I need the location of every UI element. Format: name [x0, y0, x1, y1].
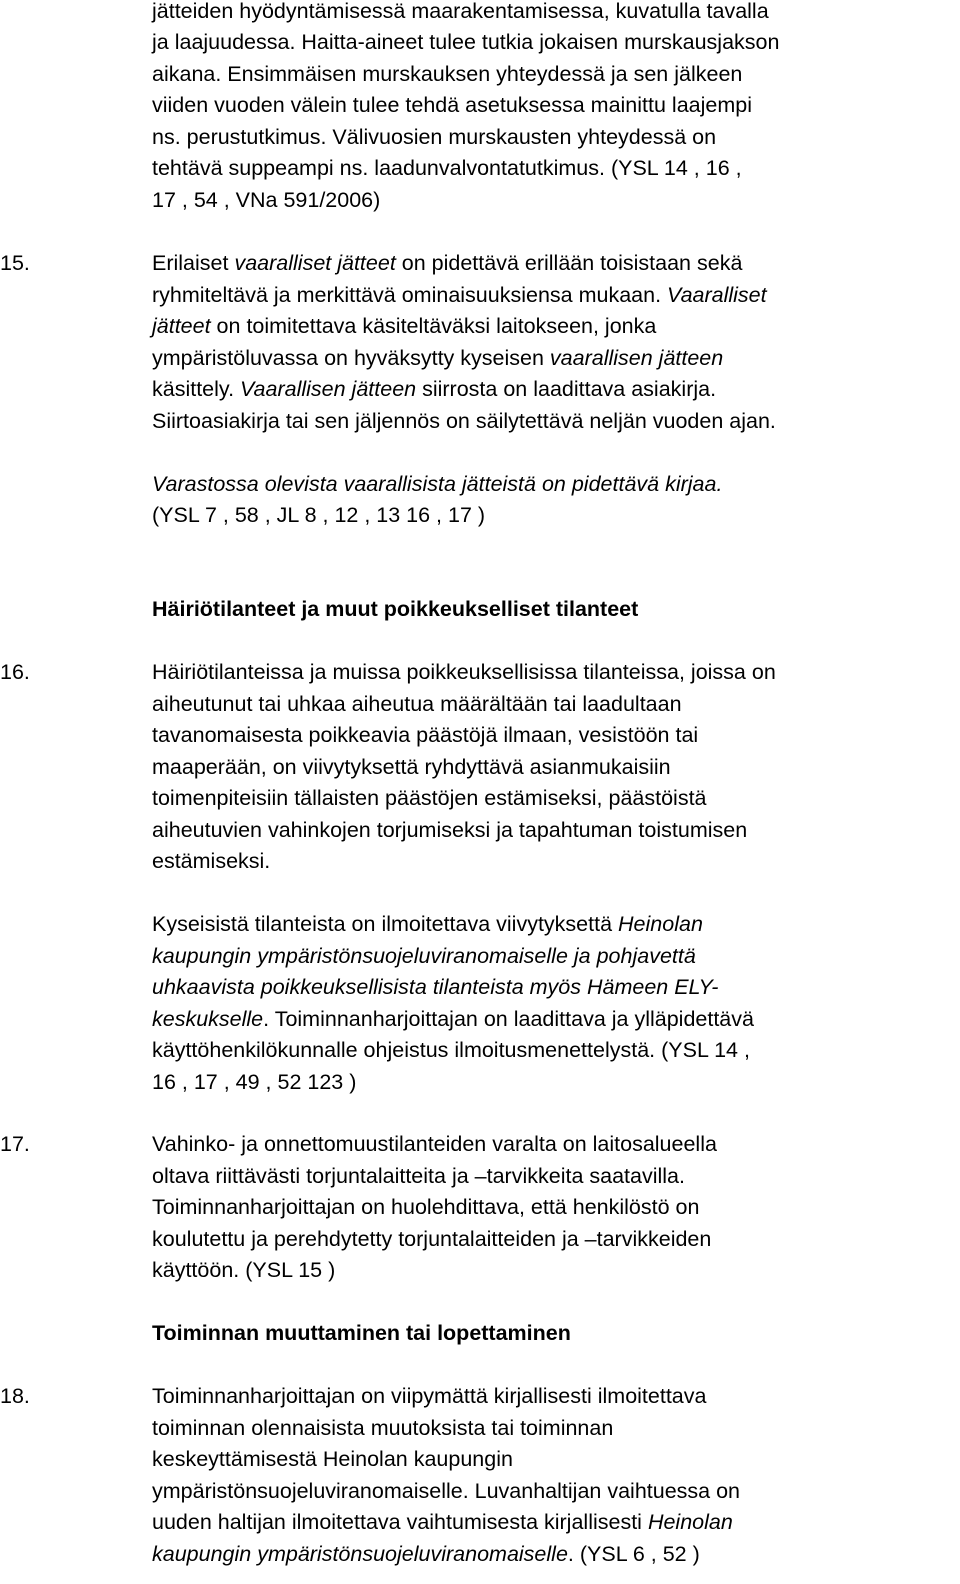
section-heading-changes: Toiminnan muuttaminen tai lopettaminen — [152, 1321, 571, 1345]
p16-line-2: aiheutunut tai uhkaa aiheutua määrältään tai laadultaan — [152, 692, 682, 716]
section-heading-disturbances: Häiriötilanteet ja muut poikkeukselliset tilanteet — [152, 597, 639, 621]
p17-line-2: oltava riittävästi torjuntalaitteita ja –tarvikkeita saatavilla. — [152, 1164, 685, 1188]
p15-line-3: jätteet on toimitettava käsiteltäväksi laitokseen, jonka — [152, 314, 657, 338]
p14-line-2: ja laajuudessa. Haitta-aineet tulee tutkia jokaisen murskausjakson — [152, 30, 780, 54]
p17-line-5: käyttöön. (YSL 15 ) — [152, 1258, 336, 1282]
p15-line-7: Varastossa olevista vaarallisista jätteistä on pidettävä kirjaa. — [152, 472, 723, 496]
p16-s2-line-3: uhkaavista poikkeuksellisista tilanteista myös Hämeen ELY- — [152, 975, 719, 999]
p16-line-5: toimenpiteisiin tällaisten päästöjen estämiseksi, päästöistä — [152, 786, 707, 810]
p16-line-1: Häiriötilanteissa ja muissa poikkeuksellisissa tilanteissa, joissa on — [152, 660, 776, 684]
p15-line-4: ympäristöluvassa on hyväksytty kyseisen vaarallisen jätteen — [152, 346, 724, 370]
p18-line-3: keskeyttämisestä Heinolan kaupungin — [152, 1447, 513, 1471]
p17-line-4: koulutettu ja perehdytetty torjuntalaitteiden ja –tarvikkeiden — [152, 1227, 712, 1251]
p15-line-6: Siirtoasiakirja tai sen jäljennös on säilytettävä neljän vuoden ajan. — [152, 409, 776, 433]
p17-line-3: Toiminnanharjoittajan on huolehdittava, että henkilöstö on — [152, 1195, 700, 1219]
p14-line-7: 17 , 54 , VNa 591/2006) — [152, 188, 381, 212]
p16-s2-line-5: käyttöhenkilökunnalle ohjeistus ilmoitusmenettelystä. (YSL 14 , — [152, 1038, 750, 1062]
p16-line-7: estämiseksi. — [152, 849, 271, 873]
p16-line-3: tavanomaisesta poikkeavia päästöjä ilmaan, vesistöön tai — [152, 723, 699, 747]
p16-s2-line-4: keskukselle. Toiminnanharjoittajan on laadittava ja ylläpidettävä — [152, 1007, 754, 1031]
p14-line-5: ns. perustutkimus. Välivuosien murskausten yhteydessä on — [152, 125, 717, 149]
p16-line-4: maaperään, on viivytyksettä ryhdyttävä asianmukaisiin — [152, 755, 671, 779]
p16-s2-line-1: Kyseisistä tilanteista on ilmoitettava viivytyksettä Heinolan — [152, 912, 703, 936]
item-number-15: 15. — [0, 251, 30, 275]
p14-line-4: viiden vuoden välein tulee tehdä asetuksessa mainittu laajempi — [152, 93, 752, 117]
p16-s2-line-6: 16 , 17 , 49 , 52 123 ) — [152, 1070, 357, 1094]
p14-line-6: tehtävä suppeampi ns. laadunvalvontatutkimus. (YSL 14 , 16 , — [152, 156, 742, 180]
p18-line-1: Toiminnanharjoittajan on viipymättä kirjallisesti ilmoitettava — [152, 1384, 707, 1408]
p15-line-5: käsittely. Vaarallisen jätteen siirrosta on laadittava asiakirja. — [152, 377, 717, 401]
p14-line-1: jätteiden hyödyntämisessä maarakentamisessa, kuvatulla tavalla — [152, 0, 769, 23]
item-number-16: 16. — [0, 660, 30, 684]
p17-line-1: Vahinko- ja onnettomuustilanteiden varalta on laitosalueella — [152, 1132, 717, 1156]
p16-line-6: aiheutuvien vahinkojen torjumiseksi ja tapahtuman toistumisen — [152, 818, 748, 842]
p16-s2-line-2: kaupungin ympäristönsuojeluviranomaiselle ja pohjavettä — [152, 944, 696, 968]
p15-line-8: (YSL 7 , 58 , JL 8 , 12 , 13 16 , 17 ) — [152, 503, 486, 527]
item-number-17: 17. — [0, 1132, 30, 1156]
item-number-18: 18. — [0, 1384, 30, 1408]
p18-line-4: ympäristönsuojeluviranomaiselle. Luvanhaltijan vaihtuessa on — [152, 1479, 741, 1503]
p15-line-1: Erilaiset vaaralliset jätteet on pidettävä erillään toisistaan sekä — [152, 251, 743, 275]
p18-line-6: kaupungin ympäristönsuojeluviranomaiselle. (YSL 6 , 52 ) — [152, 1542, 700, 1566]
p18-line-2: toiminnan olennaisista muutoksista tai toiminnan — [152, 1416, 614, 1440]
p15-line-2: ryhmiteltävä ja merkittävä ominaisuuksiensa mukaan. Vaaralliset — [152, 283, 767, 307]
p18-line-5: uuden haltijan ilmoitettava vaihtumisesta kirjallisesti Heinolan — [152, 1510, 733, 1534]
p14-line-3: aikana. Ensimmäisen murskauksen yhteydessä ja sen jälkeen — [152, 62, 743, 86]
